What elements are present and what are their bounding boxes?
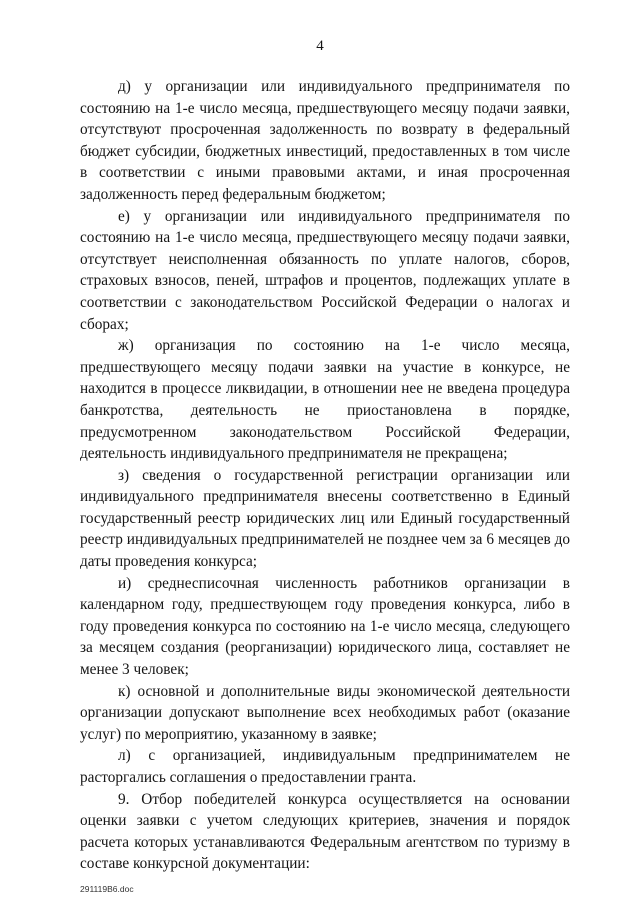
footer-file-code: 291119В6.doc: [80, 884, 134, 894]
paragraph-i: и) среднесписочная численность работников организации в календарном году, предшествующем году проведения конкурса, либо в году проведения конкурса по состоянию на 1-е число месяца, следующего за месяцем создания (реорганизации) юридического лица, составляет не менее 3 человек;: [80, 574, 570, 679]
paragraph-z: з) сведения о государственной регистрации организации или индивидуального предпринимателя внесены соответственно в Единый государственный реестр юридических лиц или Единый государственный реестр индивидуальных предпринимателей не позднее чем за 6 месяцев до даты проведения конкурса;: [80, 466, 570, 571]
paragraph-d: д) у организации или индивидуального предпринимателя по состоянию на 1-е число месяца, предшествующего месяцу подачи заявки, отсутствуют просроченная задолженность по возврату в федеральный бюджет субсидии, бюджетных инвестиций, предоставленных в том числе в соответствии с иными правовыми актами, и иная просроченная задолженность перед федеральным бюджетом;: [80, 78, 570, 203]
paragraph-l: л) с организацией, индивидуальным предпринимателем не расторгались соглашения о предоставлении гранта.: [80, 747, 570, 786]
paragraph-e: е) у организации или индивидуального предпринимателя по состоянию на 1-е число месяца, предшествующего месяцу подачи заявки, отсутствует неисполненная обязанность по уплате налогов, сборов, страховых взносов, пеней, штрафов и процентов, подлежащих уплате в соответствии с законодательством Российской Федерации о налогах и сборах;: [80, 207, 570, 333]
document-body: [80, 76, 570, 875]
paragraph-9: 9. Отбор победителей конкурса осуществляется на основании оценки заявки с учетом следующих критериев, значения и порядок расчета которых устанавливаются Федеральным агентством по туризму в составе конкурсной документации:: [80, 790, 570, 873]
paragraph-k: к) основной и дополнительные виды экономической деятельности организации допускают выполнение всех необходимых работ (оказание услуг) по мероприятию, указанному в заявке;: [80, 682, 570, 743]
paragraph-zh: ж) организация по состоянию на 1-е число месяца, предшествующего месяцу подачи заявки на участие в конкурсе, не находится в процессе ликвидации, в отношении нее не введена процедура банкротства, деятельность не приостановлена в порядке, предусмотренном законодательством Российской Федерации, деятельность индивидуального предпринимателя не прекращена;: [80, 337, 570, 463]
page-number: 4: [316, 38, 324, 54]
